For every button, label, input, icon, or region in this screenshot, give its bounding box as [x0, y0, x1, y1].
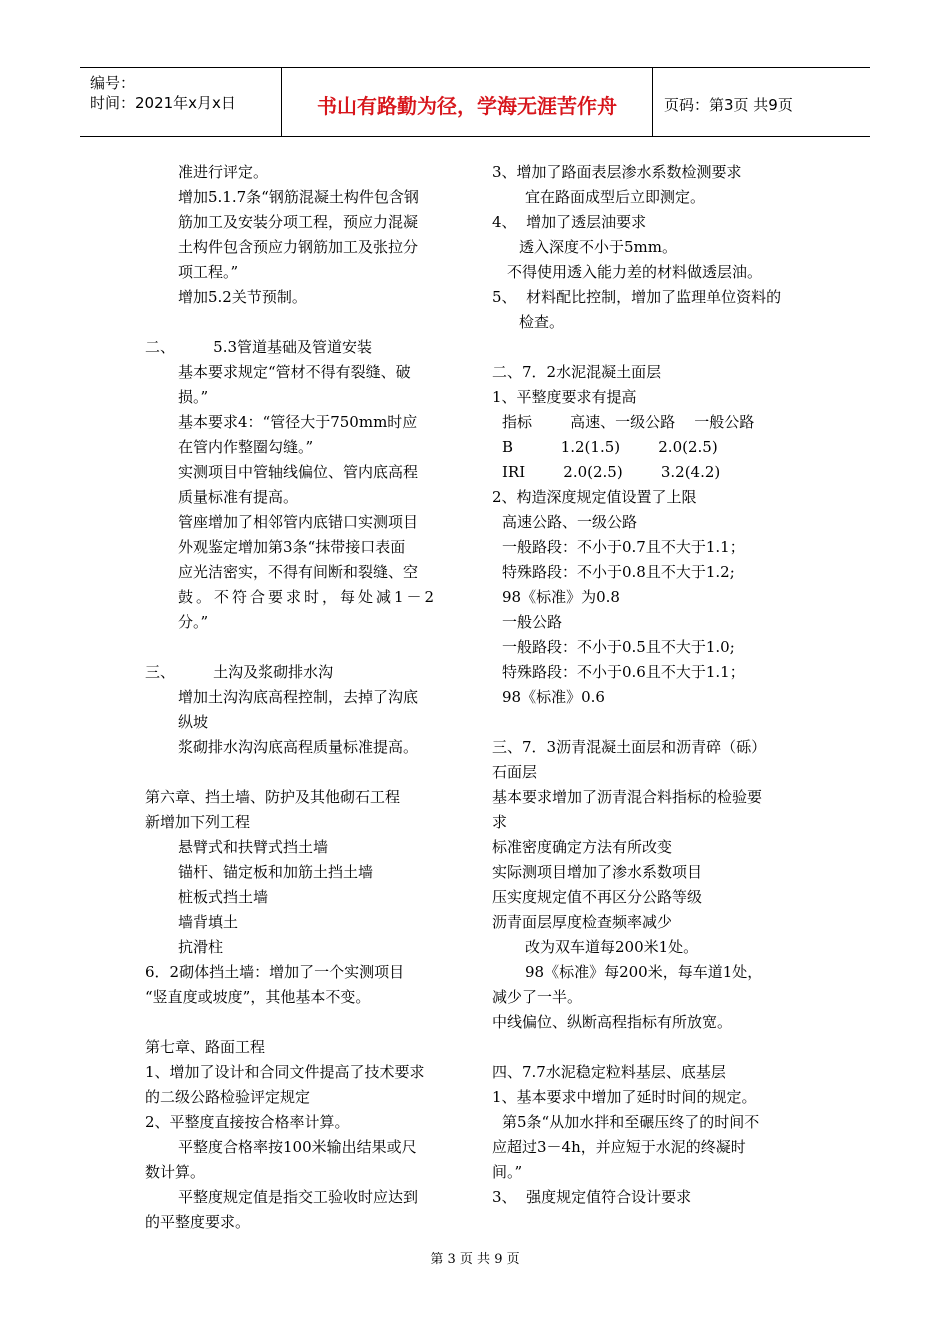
text-line: 特殊路段：不小于0.6且不大于1.1； — [502, 663, 745, 681]
chapter-heading: 第六章、挡土墙、防护及其他砌石工程 — [145, 788, 401, 806]
text-line: 基本要求增加了沥青混合料指标的检验要 — [492, 788, 763, 806]
header-motto: 书山有路勤为径，学海无涯苦作舟 — [282, 68, 653, 136]
text-line: 5、 材料配比控制，增加了监理单位资料的 — [492, 288, 782, 306]
text-line: 1、平整度要求有提高 — [492, 388, 637, 406]
text-line: 98《标准》每200米，每车道1处， — [525, 963, 763, 981]
text-line: 标准密度确定方法有所改变 — [492, 838, 673, 856]
text-line: 实测项目中管轴线偏位、管内底高程 — [178, 463, 419, 481]
text-line: “竖直度或坡度”，其他基本不变。 — [145, 988, 371, 1006]
header-page-label: 页码：第3页 共9页 — [664, 95, 793, 114]
text-line: 外观鉴定增加第3条“抹带接口表面 — [178, 538, 406, 556]
blank-line — [145, 635, 463, 660]
text-line: 基本要求4：“管径大于750mm时应 — [178, 413, 418, 431]
text-line: 准进行评定。 — [178, 163, 269, 181]
text-line: 新增加下列工程 — [145, 813, 251, 831]
text-line: 锚杆、锚定板和加筋土挡土墙 — [178, 863, 374, 881]
blank-line — [492, 1035, 812, 1060]
text-line: 应超过3－4h，并应短于水泥的终凝时 — [492, 1138, 746, 1156]
text-line: 抗滑柱 — [178, 938, 224, 956]
text-line: 求 — [492, 813, 508, 831]
text-line: 特殊路段：不小于0.8且不大于1.2; — [502, 563, 735, 581]
section-heading: 三、7．3沥青混凝土面层和沥青碎（砾） — [492, 738, 767, 756]
text-line: 4、 增加了透层油要求 — [492, 213, 647, 231]
right-column — [492, 160, 812, 1210]
text-line: 增加5.2关节预制。 — [178, 288, 307, 306]
text-line: 平整度合格率按100米输出结果或尺 — [178, 1138, 417, 1156]
text-line: 实际测项目增加了渗水系数项目 — [492, 863, 703, 881]
text-line: 减少了一半。 — [492, 988, 583, 1006]
blank-line — [145, 310, 463, 335]
text-line: 墙背填土 — [178, 913, 239, 931]
text-line: 6．2砌体挡土墙：增加了一个实测项目 — [145, 963, 405, 981]
blank-line — [492, 335, 812, 360]
text-line: 分。” — [178, 613, 209, 631]
text-line: 一般路段：不小于0.7且不大于1.1； — [502, 538, 745, 556]
section-heading: 三、 土沟及浆砌排水沟 — [145, 663, 334, 681]
text-line: 增加土沟沟底高程控制，去掉了沟底 — [178, 688, 419, 706]
text-line: 增加5.1.7条“钢筋混凝土构件包含钢 — [178, 188, 419, 206]
text-line: 2、构造深度规定值设置了上限 — [492, 488, 697, 506]
text-line: 应光洁密实，不得有间断和裂缝、空 — [178, 563, 419, 581]
section-heading: 二、7．2水泥混凝土面层 — [492, 363, 662, 381]
text-line: 98《标准》为0.8 — [502, 588, 620, 606]
section-heading: 二、 5.3管道基础及管道安装 — [145, 338, 373, 356]
blank-line — [145, 1010, 463, 1035]
header-meta-cell — [80, 68, 282, 136]
text-line: 管座增加了相邻管内底错口实测项目 — [178, 513, 419, 531]
text-line: 不得使用透入能力差的材料做透层油。 — [507, 263, 763, 281]
chapter-heading: 第七章、路面工程 — [145, 1038, 266, 1056]
text-line: 3、增加了路面表层渗水系数检测要求 — [492, 163, 742, 181]
text-line: 沥青面层厚度检查频率减少 — [492, 913, 673, 931]
text-line: 土构件包含预应力钢筋加工及张拉分 — [178, 238, 419, 256]
text-line: 的平整度要求。 — [145, 1213, 251, 1231]
text-line: 2、平整度直接按合格率计算。 — [145, 1113, 350, 1131]
table-row: IRI 2.0(2.5) 3.2(4.2) — [502, 463, 721, 481]
section-heading: 石面层 — [492, 763, 538, 781]
left-column — [145, 160, 463, 1235]
text-line: 平整度规定值是指交工验收时应达到 — [178, 1188, 419, 1206]
text-line: 在管内作整圈勾缝。” — [178, 438, 314, 456]
text-line: 间。” — [492, 1163, 523, 1181]
page-footer: 第 3 页 共 9 页 — [430, 1252, 520, 1267]
section-heading: 四、7.7水泥稳定粒料基层、底基层 — [492, 1063, 726, 1081]
text-line: 一般公路 — [502, 613, 563, 631]
text-line: 数计算。 — [145, 1163, 206, 1181]
table-row: 指标 高速、一级公路 一般公路 — [502, 413, 755, 431]
table-row: B 1.2(1.5) 2.0(2.5) — [502, 438, 718, 456]
text-line: 第5条“从加水拌和至碾压终了的时间不 — [502, 1113, 760, 1131]
text-line: 改为双车道每200米1处。 — [525, 938, 699, 956]
text-line: 一般路段：不小于0.5且不大于1.0; — [502, 638, 735, 656]
text-line: 检查。 — [519, 313, 565, 331]
text-line: 悬臂式和扶臂式挡土墙 — [178, 838, 329, 856]
blank-line — [492, 710, 812, 735]
text-line: 98《标准》0.6 — [502, 688, 605, 706]
document-time-label: 时间：2021年x月x日 — [90, 94, 236, 112]
page-header — [80, 67, 870, 137]
document-number-label: 编号： — [90, 74, 136, 92]
blank-line — [145, 760, 463, 785]
text-line: 质量标准有提高。 — [178, 488, 299, 506]
text-line: 浆砌排水沟沟底高程质量标准提高。 — [178, 738, 419, 756]
text-line: 1、增加了设计和合同文件提高了技术要求 — [145, 1063, 425, 1081]
text-line: 的二级公路检验评定规定 — [145, 1088, 311, 1106]
text-line: 压实度规定值不再区分公路等级 — [492, 888, 703, 906]
text-line: 项工程。” — [178, 263, 239, 281]
text-line: 纵坡 — [178, 713, 209, 731]
text-line: 鼓。不符合要求时，每处减1－2 — [178, 588, 438, 606]
text-line: 中线偏位、纵断高程指标有所放宽。 — [492, 1013, 733, 1031]
text-line: 桩板式挡土墙 — [178, 888, 269, 906]
text-line: 高速公路、一级公路 — [502, 513, 638, 531]
text-line: 筋加工及安装分项工程，预应力混凝 — [178, 213, 419, 231]
text-line: 损。” — [178, 388, 209, 406]
text-line: 1、基本要求中增加了延时时间的规定。 — [492, 1088, 757, 1106]
text-line: 宜在路面成型后立即测定。 — [525, 188, 706, 206]
text-line: 基本要求规定“管材不得有裂缝、破 — [178, 363, 411, 381]
text-line: 透入深度不小于5mm。 — [519, 238, 677, 256]
text-line: 3、 强度规定值符合设计要求 — [492, 1188, 692, 1206]
